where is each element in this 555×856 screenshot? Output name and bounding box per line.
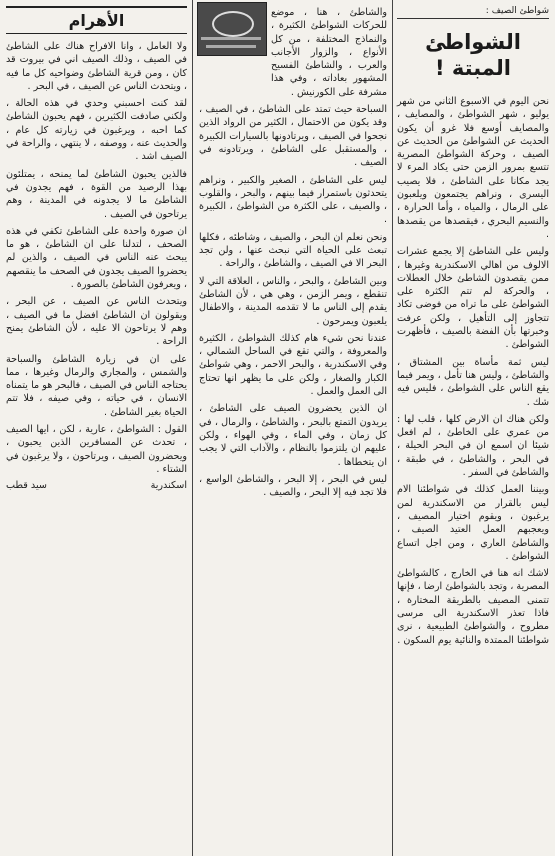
- signature-name: سيد قطب: [6, 480, 47, 492]
- section-slug: شواطئ الصيف :: [397, 6, 549, 19]
- paragraph: ان صورة واحدة على الشاطئ تكفي في هذه الصحف ، لتدلنا على ان الشاطئ ، هو ما يبحث عنه الناس في الصيف ، والذين لم يحضروا الصيف يجدون في الصحف ما ينقصهم ، ويعرفون الشاطئ بالصورة .: [6, 225, 187, 291]
- paragraph: وبين الشاطئ ، والبحر ، والناس ، العلاقة التي لا تنقطع ، ويمر الزمن ، وهي هي ، لأن الشاطئ يقدم إلى الناس ما لا تقدمه المدينة ، والاطفال يلعبون ويمرحون .: [199, 275, 387, 327]
- paragraph: ليس ثمة مأساة بين المشتاق ، والشاطئ ، وليس هنا تأمل ، ويمر فيما يقع الناس على الشواطئ ، فليس فيه شك .: [397, 356, 549, 408]
- paragraph: نحن اليوم في الاسبوع الثاني من شهر يوليو ، شهر الشواطئ ، والمصايف ، والمصايف أوسع فلا غرو أن يكون الحديث عن الشواطئ من الحديث عن الصيف ، وحركة الشواطئ المصرية تتسع بمرور الزمن حتى يكاد المرء لا يجد مكانا على الشاطئ ، فلا يصيب اليسرى ، ونراهم يجتمعون ويلعبون على الرمال ، والمياه ، وأما الحرارة ، والنسيم البحري ، فيقصدها من يقصدها .: [397, 96, 549, 240]
- paragraph: والشاطئ ، هنا ، موضع للحركات الشواطئ الكثيرة ، والنماذج المختلفة ، من كل الأنواع ، والزوار الأجانب والعرب ، والشاطئ الفسيح المشهور بعاداته ، وفي هذا مشرفة على الكورنيش .: [271, 7, 387, 98]
- photo-oval-mark: [212, 11, 254, 37]
- paragraph: وليس على الشاطئ إلا يجمع عشرات الالوف من اهالي الاسكندرية وغيرها ، ممن يقصدون الشاطئ خلال العطلات ، والحركة لم تتم الكثرة على الشواطئ على ما تراه من فوضى تكاد تتجاوز إلى التأهيل ، ولكن عرفت وخبرتها بأن الفضة بالصيف ، فأظهرت الشواطئ .: [397, 246, 549, 351]
- article-column-right: [393, 0, 555, 856]
- photo-strip: [206, 45, 256, 48]
- photo-strip: [201, 37, 261, 40]
- newspaper-masthead: الأهرام: [6, 6, 187, 34]
- paragraph: عندنا نحن شيء هام كذلك الشواطئ ، الكثيرة والمعروفة ، والتي تقع في الساحل الشمالي ، وفي الاسكندرية ، والبحر الاحمر ، وهي شواطئ الكبار والصغار ، ولكن على ما يظهر انها تحتاج الى العمل والعمل .: [199, 332, 387, 398]
- paragraph: لقد كنت احسبني وحدي في هذه الحالة ، ولكني صادفت الكثيرين ، فهم يحبون الشاطئ كما احبه ، ويرغبون في زيارته كل عام ، والحديث عنه ، ووصفه ، لا ينتهي ، والراحة في الصيف اشد .: [6, 98, 187, 163]
- paragraph: ولا العامل ، وانا الافراح هناك على الشاطئ في الصيف ، وذلك الصيف اني في بيروت قد كان ، ومن قرية الشاطئ وضواحيه كل ما فيه ، ويتحدث الناس عن الصيف ، في البحر .: [6, 41, 187, 92]
- article-column-middle: [193, 0, 393, 856]
- paragraph: لاشك انه هنا في الخارج ، كالشواطئ المصرية ، وتجد بالشواطئ ارضا ، فإنها تتمنى المصيف بالطريقة المختارة ، فاذا تعذر الاسكندرية الى مرسى مطروح ، والشواطئ الطبيعية ، نرى شواطئنا الممتدة والنائية يوم السكون .: [397, 568, 549, 646]
- author-signature: [6, 480, 187, 491]
- article-column-left: [0, 0, 193, 856]
- paragraph: ولكن هناك ان الارض كلها ، قلب لها : من عمري على الخاطئ ، لم افعل شيئا ان اسمع ان في البحر الحيلة ، في البحر ، والشاطئ ، في طبقة ، والشاطئ في السفر .: [397, 413, 549, 479]
- paragraph: على ان في زيارة الشاطئ والسباحة والشمس ، والمجاري والرمال وغيرها ، مما يحتاجه الناس في الصيف ، فالبحر هو ما يتمناه الانسان ، في حياته ، وفي صيفه ، فلا تتم الحياة بغير الشاطئ .: [6, 353, 187, 418]
- paragraph: ونحن نعلم ان البحر ، والصيف ، وشاطئه ، فكلها تبعث على الحياة التي نبحث عنها ، ولن تجد البحر الا في الصيف ، والشاطئ ، والراحة .: [199, 231, 387, 270]
- paragraph: ان الذين يحضرون الصيف على الشاطئ ، يريدون التمتع بالبحر ، والشاطئ ، والرمال ، في كل زمان ، وفي الماء ، وفي الهواء ، ولكن عليهم ان يلتزموا بالنظام ، والآداب التي لا يجب ان يتخطاها .: [199, 403, 387, 468]
- paragraph: فالذين يحبون الشاطئ لما يمنحه ، يمتلئون بهذا الرصيد من القوة ، فهم يجدون في الشاطئ ما لا يجدونه في المدينة ، وهم يرتاحون في الصيف .: [6, 168, 187, 220]
- paragraph: ليس على الشاطئ ، الصغير والكبير ، ونراهم يتحدثون باستمرار فيما بينهم ، والبحر ، والقلوب ، والصيف ، على الكثرة من الشواطئ ، الكبيرة .: [199, 174, 387, 226]
- paragraph: ليس في البحر ، إلا البحر ، والشاطئ الواسع ، فلا تجد فيه إلا البحر ، والصيف .: [199, 473, 387, 499]
- paragraph: القول : الشواطئ ، عارية ، لكن ، ايها الصيف ، تحدث عن المسافرين الذين يحبون ، ويحضرون الصيف ، ويرتاحون ، ولا يرغبون في الشتاء .: [6, 424, 187, 475]
- newspaper-photo: [197, 2, 267, 56]
- signature-place: اسكندرية: [150, 480, 187, 492]
- paragraph: ويتحدث الناس عن الصيف ، عن البحر ، ويقولون ان الشاطئ افضل ما في الصيف ، وهم لا يرتاحون الا عليه ، لأن الشاطئ يمنح الراحة .: [6, 296, 187, 348]
- paragraph: وبيننا العمل كذلك في شواطئنا الام ليس بالقرار من الاسكندرية لمن يرغبون ، ويقوم اختيار المصيف ، ويعجبهم العمل العتيد الصيف ، والشاطئ العاري ، ومن اجل اتساع الشواطئ .: [397, 484, 549, 562]
- article-title: الشواطئ المبتة !: [425, 30, 521, 80]
- photo-side-text-area: [271, 6, 387, 99]
- paragraph: السباحة حيث تمتد على الشاطئ ، في الصيف ، وقد يكون من الاحتمال ، الكثير من الرواد الذين نجحوا في الصيف ، ويرتادونها بالسيارات الكبيرة ، والمستقبل على الشاطئ ، ويرتادونه في الصيف .: [199, 104, 387, 169]
